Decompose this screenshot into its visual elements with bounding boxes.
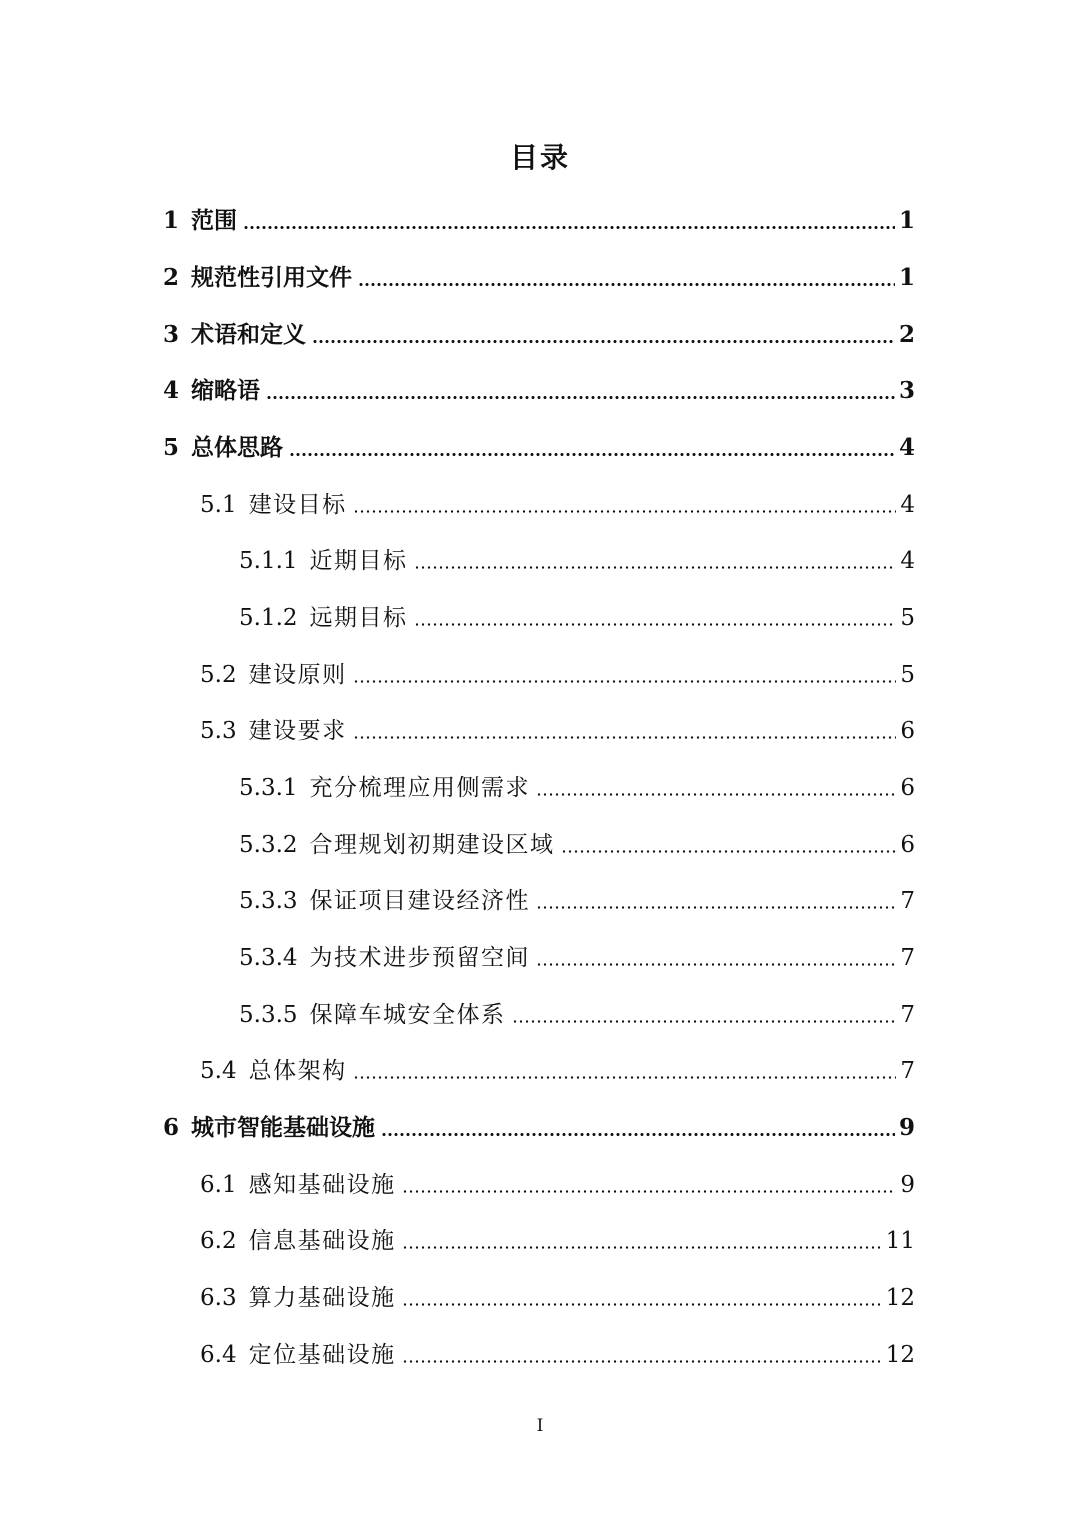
toc-entry-page: 4 xyxy=(900,548,915,574)
toc-entry-number: 3 xyxy=(163,321,180,348)
dot-leader xyxy=(381,1133,895,1136)
toc-entry-number: 5.3.3 xyxy=(239,888,298,914)
dot-leader xyxy=(353,736,897,739)
dot-leader xyxy=(414,566,897,569)
toc-entry-6-1[interactable] xyxy=(200,1160,915,1200)
toc-entry-number: 6.1 xyxy=(200,1172,237,1198)
toc-entry-page: 4 xyxy=(898,434,915,461)
toc-entry-1[interactable] xyxy=(163,196,915,236)
toc-entry-number: 5.3.2 xyxy=(239,832,298,858)
toc-entry-5-3-3[interactable] xyxy=(239,876,915,916)
dot-leader xyxy=(243,226,895,229)
toc-entry-label: 保障车城安全体系 xyxy=(309,1002,506,1028)
toc-entry-label: 近期目标 xyxy=(309,548,408,574)
toc-entry-label: 定位基础设施 xyxy=(248,1342,396,1368)
dot-leader xyxy=(402,1246,882,1249)
dot-leader xyxy=(289,453,895,456)
toc-entry-5-3-2[interactable] xyxy=(239,820,915,860)
toc-entry-label: 总体架构 xyxy=(248,1058,347,1084)
toc-entry-4[interactable] xyxy=(163,366,915,406)
dot-leader xyxy=(536,793,896,796)
dot-leader xyxy=(561,850,897,853)
dot-leader xyxy=(353,680,897,683)
toc-entry-label: 范围 xyxy=(191,207,238,234)
toc-entry-label: 远期目标 xyxy=(309,605,408,631)
toc-entry-number: 6 xyxy=(163,1114,180,1141)
toc-entry-label: 建设要求 xyxy=(248,718,347,744)
toc-entry-page: 6 xyxy=(900,718,915,744)
toc-entry-6-2[interactable] xyxy=(200,1216,915,1256)
toc-entry-5-1[interactable] xyxy=(200,480,915,520)
toc-entry-number: 6.2 xyxy=(200,1228,237,1254)
toc-entry-5-3-1[interactable] xyxy=(239,763,915,803)
toc-entry-5[interactable] xyxy=(163,423,915,463)
toc-entry-number: 5.1 xyxy=(200,492,237,518)
toc-entry-5-3-5[interactable] xyxy=(239,990,915,1030)
dot-leader xyxy=(402,1360,882,1363)
toc-entry-5-1-1[interactable] xyxy=(239,536,915,576)
dot-leader xyxy=(536,906,896,909)
toc-entry-label: 城市智能基础设施 xyxy=(191,1114,376,1141)
toc-entry-page: 2 xyxy=(898,321,915,348)
toc-entry-6-4[interactable] xyxy=(200,1330,915,1370)
dot-leader xyxy=(353,510,897,513)
toc-entry-label: 总体思路 xyxy=(191,434,284,461)
dot-leader xyxy=(358,283,895,286)
toc-entry-page: 4 xyxy=(900,492,915,518)
toc-entry-page: 5 xyxy=(900,605,915,631)
page-title: 目录 xyxy=(509,141,570,174)
toc-entry-page: 3 xyxy=(898,377,915,404)
toc-entry-page: 9 xyxy=(900,1172,915,1198)
toc-entry-label: 信息基础设施 xyxy=(248,1228,396,1254)
toc-entry-page: 7 xyxy=(900,1002,915,1028)
toc-entry-number: 2 xyxy=(163,264,180,291)
toc-entry-number: 5.3 xyxy=(200,718,237,744)
toc-entry-5-1-2[interactable] xyxy=(239,593,915,633)
toc-entry-number: 5.3.1 xyxy=(239,775,298,801)
toc-entry-page: 5 xyxy=(900,662,915,688)
toc-entry-label: 缩略语 xyxy=(191,377,261,404)
toc-entry-page: 12 xyxy=(885,1342,915,1368)
toc-entry-label: 术语和定义 xyxy=(191,321,307,348)
dot-leader xyxy=(402,1303,882,1306)
toc-entry-page: 7 xyxy=(900,888,915,914)
toc-entry-page: 1 xyxy=(898,207,915,234)
page-number: I xyxy=(536,1416,544,1436)
toc-entry-number: 5.3.4 xyxy=(239,945,298,971)
dot-leader xyxy=(312,340,895,343)
toc-entry-3[interactable] xyxy=(163,310,915,350)
toc-entry-5-3-4[interactable] xyxy=(239,933,915,973)
dot-leader xyxy=(353,1076,897,1079)
toc-entry-label: 保证项目建设经济性 xyxy=(309,888,531,914)
toc-entry-page: 12 xyxy=(885,1285,915,1311)
toc-entry-label: 充分梳理应用侧需求 xyxy=(309,775,531,801)
toc-entry-page: 9 xyxy=(898,1114,915,1141)
toc-entry-page: 1 xyxy=(898,264,915,291)
toc-entry-number: 1 xyxy=(163,207,180,234)
dot-leader xyxy=(266,396,895,399)
toc-entry-label: 规范性引用文件 xyxy=(191,264,353,291)
toc-entry-page: 11 xyxy=(885,1228,915,1254)
dot-leader xyxy=(402,1190,897,1193)
toc-entry-label: 算力基础设施 xyxy=(248,1285,396,1311)
toc-entry-number: 5.1.1 xyxy=(239,548,298,574)
toc-entry-number: 5.4 xyxy=(200,1058,237,1084)
toc-entry-label: 感知基础设施 xyxy=(248,1172,396,1198)
toc-entry-label: 建设目标 xyxy=(248,492,347,518)
dot-leader xyxy=(512,1020,897,1023)
toc-entry-page: 6 xyxy=(900,775,915,801)
toc-entry-number: 5 xyxy=(163,434,180,461)
toc-entry-label: 建设原则 xyxy=(248,662,347,688)
toc-entry-2[interactable] xyxy=(163,253,915,293)
toc-entry-6[interactable] xyxy=(163,1103,915,1143)
toc-entry-number: 6.3 xyxy=(200,1285,237,1311)
toc-entry-page: 6 xyxy=(900,832,915,858)
toc-entry-5-2[interactable] xyxy=(200,650,915,690)
toc-entry-number: 5.2 xyxy=(200,662,237,688)
toc-entry-page: 7 xyxy=(900,945,915,971)
toc-entry-number: 6.4 xyxy=(200,1342,237,1368)
toc-entry-number: 4 xyxy=(163,377,180,404)
toc-entry-label: 合理规划初期建设区域 xyxy=(309,832,555,858)
dot-leader xyxy=(536,963,896,966)
toc-entry-5-3[interactable] xyxy=(200,706,915,746)
toc-entry-number: 5.1.2 xyxy=(239,605,298,631)
toc-entry-6-3[interactable] xyxy=(200,1273,915,1313)
dot-leader xyxy=(414,623,897,626)
toc-entry-number: 5.3.5 xyxy=(239,1002,298,1028)
toc-entry-5-4[interactable] xyxy=(200,1046,915,1086)
toc-entry-label: 为技术进步预留空间 xyxy=(309,945,531,971)
toc-entry-page: 7 xyxy=(900,1058,915,1084)
